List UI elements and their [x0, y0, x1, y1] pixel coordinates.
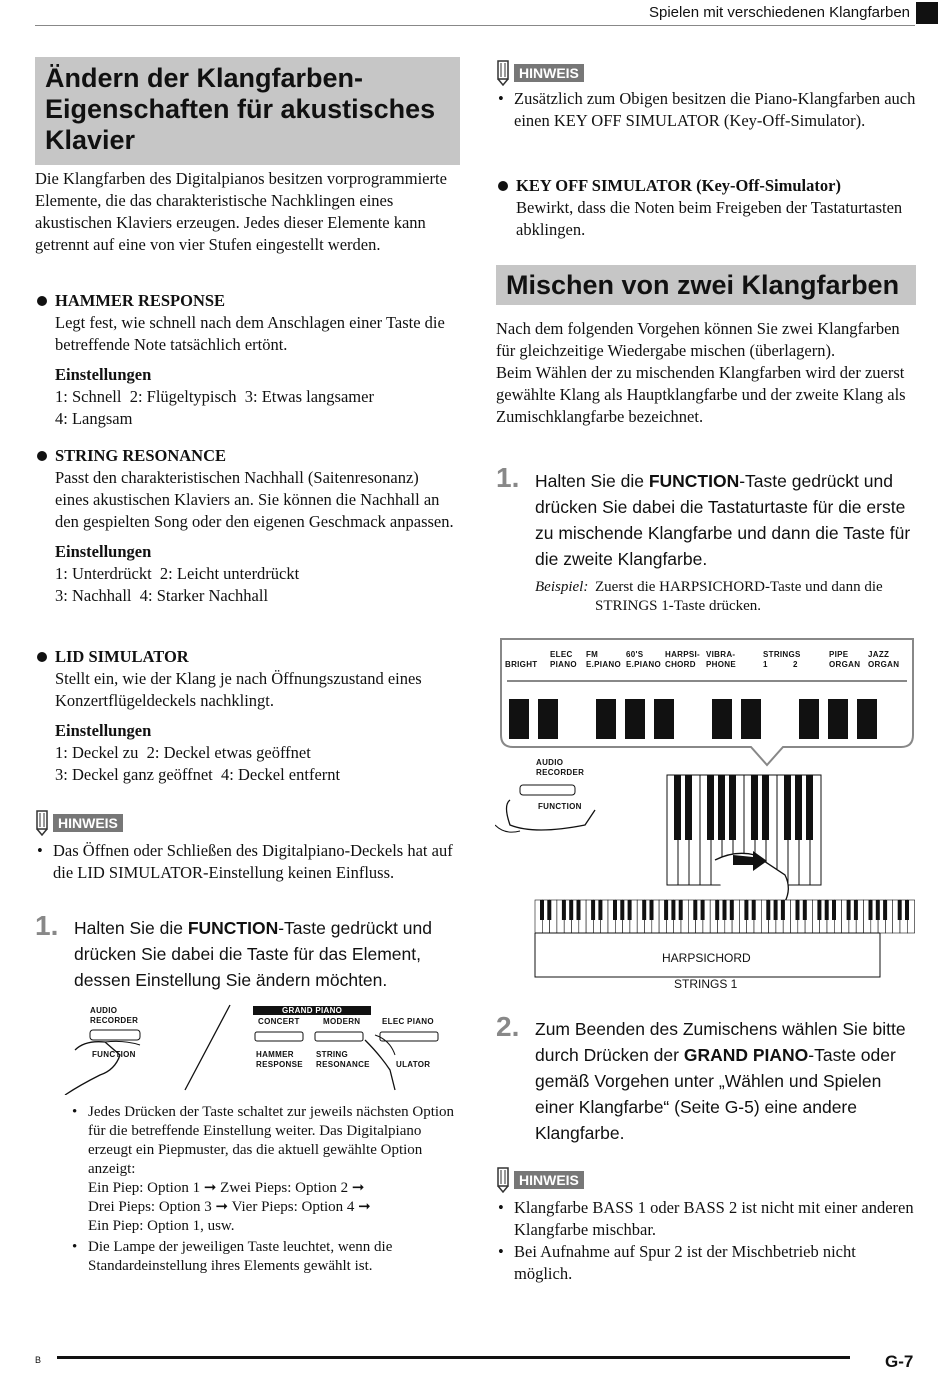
beep-line	[88, 1198, 465, 1217]
tone-label: BRIGHT	[505, 660, 538, 669]
arrow-right-icon: ➞	[215, 1199, 229, 1215]
hinweis-left	[35, 810, 455, 884]
black-key	[664, 900, 668, 920]
elec-piano-label: ELEC PIANO	[382, 1017, 434, 1026]
black-key	[628, 900, 632, 920]
black-key	[685, 775, 692, 840]
item-title: KEY OFF SIMULATOR (Key-Off-Simulator)	[496, 175, 916, 197]
black-key	[693, 900, 697, 920]
arrow-right-icon: ➞	[351, 1180, 365, 1196]
footer-mark: B	[35, 1355, 42, 1365]
black-key	[796, 900, 800, 920]
black-key	[730, 900, 734, 920]
black-key	[591, 900, 595, 920]
settings-line: 3: Nachhall 4: Starker Nachhall	[55, 586, 269, 605]
bullet-text: Jedes Drücken der Taste schaltet zur jeweils nächsten Option für die betreffende Einstellung weiter. Das Digitalpiano erzeugt ein Piepmuster, das die aktuell gewählte Option anzeigt:	[88, 1104, 455, 1177]
bullet-list	[70, 1103, 465, 1276]
step-text-part: -Taste gedrückt und drücken Sie dabei die Taste für das Element, dessen Einstellung Sie ändern möchten.	[74, 918, 432, 990]
right-intro	[496, 318, 921, 428]
item-desc: Legt fest, wie schnell nach dem Anschlagen einer Taste die betreffende Note tatsächlich ertönt.	[55, 313, 445, 354]
tone-label: 60'S E.PIANO	[626, 650, 661, 669]
black-key	[762, 775, 769, 840]
item-desc: Passt den charakteristischen Nachhall (Saitenresonanz) eines akustischen Klaviers an. Sie können die Nachhall an den gespielten Song oder den eigenen Geschmack anpassen.	[55, 468, 454, 531]
string-resonance-label: STRING RESONANCE	[316, 1050, 370, 1069]
example-label: Beispiel:	[535, 579, 589, 595]
black-key	[905, 900, 909, 920]
beep-text: Drei Pieps: Option 3	[88, 1199, 212, 1215]
item-desc: Bewirkt, dass die Noten beim Freigeben der Tastaturtasten abklingen.	[516, 198, 903, 239]
item-title: LID SIMULATOR	[35, 646, 455, 668]
black-key	[869, 900, 873, 920]
hinweis-item: • Zusätzlich zum Obigen besitzen die Piano-Klangfarben auch einen KEY OFF SIMULATOR (Key-Off-Simulator).	[514, 88, 916, 132]
settings-line: 1: Schnell 2: Flügeltypisch 3: Etwas langsamer	[55, 387, 374, 406]
hinweis-label: HINWEIS	[53, 814, 123, 832]
step-text	[535, 1016, 920, 1146]
bullet-item: • Die Lampe der jeweiligen Taste leuchtet, wenn die Standardeinstellung ihres Elements gewählt ist.	[88, 1238, 465, 1276]
step-text-part: Zum Beenden des Zumischens wählen Sie bitte durch Drücken der	[535, 1019, 906, 1065]
step-text-bold: GRAND PIANO	[683, 1045, 809, 1065]
step-text-part: Halten Sie die	[74, 918, 188, 938]
black-key	[625, 699, 645, 739]
intro-paragraph: Beim Wählen der zu mischenden Klangfarben wird der zuerst gewählte Klang als Hauptklangfarbe und der zweite Klang als Zumischklangfarbe bezeichnet.	[496, 363, 906, 426]
black-key	[806, 775, 813, 840]
header-tab-marker	[916, 2, 938, 24]
black-key	[620, 900, 624, 920]
step-number: 2.	[496, 1011, 520, 1042]
section-heading-acoustic	[35, 57, 460, 165]
step-text-part: -Taste oder gemäß Vorgehen unter „Wählen und Spielen einer Klangfarbe“ (Seite G-5) eine andere Klangfarbe.	[535, 1045, 896, 1143]
item-hammer-response	[35, 290, 455, 430]
lid-simulator-partial-label: ULATOR	[396, 1060, 431, 1069]
hinweis-item: • Das Öffnen oder Schließen des Digitalpiano-Deckels hat auf die LID SIMULATOR-Einstellung keinen Einfluss.	[53, 840, 455, 884]
function-label: FUNCTION	[92, 1050, 136, 1059]
item-title: STRING RESONANCE	[35, 445, 455, 467]
black-key	[729, 775, 736, 840]
modern-label: MODERN	[323, 1017, 361, 1026]
item-string-resonance	[35, 445, 455, 607]
black-key	[803, 900, 807, 920]
tone-label: VIBRA- PHONE	[706, 650, 736, 669]
hinweis-list	[496, 88, 916, 132]
item-key-off-simulator	[496, 175, 916, 241]
note-pencil-icon	[496, 60, 510, 86]
black-key	[562, 900, 566, 920]
black-key	[671, 900, 675, 920]
example-text: Zuerst die HARPSICHORD-Taste und dann die STRINGS 1-Taste drücken.	[595, 579, 883, 614]
black-key	[674, 775, 681, 840]
arrow-right-icon: ➞	[358, 1199, 371, 1215]
black-key	[854, 900, 858, 920]
keyboard-labels	[505, 650, 915, 672]
black-key	[723, 900, 727, 920]
footer-rule	[57, 1356, 850, 1359]
example	[535, 578, 920, 616]
function-label: FUNCTION	[538, 802, 582, 811]
strings1-label: STRINGS 1	[674, 977, 738, 991]
settings-line: 3: Deckel ganz geöffnet 4: Deckel entfernt	[55, 765, 341, 784]
tone-label: STRINGS 1 2	[763, 650, 801, 669]
section-heading-mixing	[496, 265, 916, 305]
black-key	[784, 775, 791, 840]
black-key	[577, 900, 581, 920]
black-key	[751, 775, 758, 840]
black-key	[741, 699, 761, 739]
black-key	[774, 900, 778, 920]
step-number: 1.	[496, 462, 520, 493]
black-key	[795, 775, 802, 840]
black-key	[642, 900, 646, 920]
heading-text: Ändern der Klangfarben-Eigenschaften für akustisches Klavier	[45, 63, 436, 155]
black-key	[898, 900, 902, 920]
beep-line	[88, 1179, 465, 1198]
beep-text: Zwei Pieps: Option 2	[220, 1180, 349, 1196]
settings-label: Einstellungen	[55, 365, 152, 384]
step-text-part: Halten Sie die	[535, 471, 649, 491]
settings-label: Einstellungen	[55, 542, 152, 561]
black-key	[876, 900, 880, 920]
black-key	[613, 900, 617, 920]
black-key	[712, 699, 732, 739]
page-number: G-7	[885, 1352, 914, 1371]
grand-piano-label: GRAND PIANO	[282, 1006, 343, 1015]
hinweis-right-top	[496, 60, 916, 132]
tone-label: PIPE ORGAN	[829, 650, 861, 669]
black-key	[718, 775, 725, 840]
settings-line: 1: Unterdrückt 2: Leicht unterdrückt	[55, 564, 300, 583]
black-key	[766, 900, 770, 920]
hinweis-item: • Klangfarbe BASS 1 oder BASS 2 ist nicht mit einer anderen Klangfarbe mischbar.	[514, 1197, 916, 1241]
hinweis-list	[35, 840, 455, 884]
tone-label: FM E.PIANO	[586, 650, 621, 669]
black-key	[679, 900, 683, 920]
black-key	[569, 900, 573, 920]
black-key	[538, 699, 558, 739]
arrow-right-icon: ➞	[203, 1180, 217, 1196]
tone-label: ELEC PIANO	[550, 650, 577, 669]
step-text	[74, 915, 459, 993]
black-key	[650, 900, 654, 920]
black-key	[707, 775, 714, 840]
left-intro: Die Klangfarben des Digitalpianos besitzen vorprogrammierte Elemente, die das charakteristische Nachklingen eines akustischen Klaviers erzeugen. Jedes dieser Elemente kann getrennt auf eine von vier Stufen eingestellt werden.	[35, 169, 447, 254]
black-key	[857, 699, 877, 739]
settings-line: 1: Deckel zu 2: Deckel etwas geöffnet	[55, 743, 311, 762]
note-pencil-icon	[35, 810, 49, 836]
keyboard-figure	[495, 635, 920, 995]
hinweis-label: HINWEIS	[514, 1171, 584, 1189]
black-key	[547, 900, 551, 920]
black-key	[781, 900, 785, 920]
tone-label: JAZZ ORGAN	[868, 650, 900, 669]
hinweis-list	[496, 1197, 916, 1285]
black-key	[817, 900, 821, 920]
item-lid-simulator	[35, 646, 455, 786]
intro-paragraph: Nach dem folgenden Vorgehen können Sie zwei Klangfarben für gleichzeitige Wiedergabe mischen (überlagern).	[496, 319, 900, 360]
beep-line: Ein Piep: Option 1, usw.	[88, 1218, 235, 1234]
black-key	[825, 900, 829, 920]
step-text-bold: FUNCTION	[648, 471, 740, 491]
black-key	[598, 900, 602, 920]
hinweis-label: HINWEIS	[514, 64, 584, 82]
left-bullets	[70, 1103, 465, 1276]
audio-recorder-label: AUDIO RECORDER	[536, 758, 585, 777]
step-text	[535, 468, 920, 572]
hinweis-item: • Bei Aufnahme auf Spur 2 ist der Mischbetrieb nicht möglich.	[514, 1241, 916, 1285]
beep-text: Ein Piep: Option 1	[88, 1180, 201, 1196]
full-keyboard	[535, 900, 915, 933]
black-key	[799, 699, 819, 739]
hinweis-right-bottom	[496, 1167, 916, 1285]
running-header: Spielen mit verschiedenen Klangfarben	[649, 4, 910, 21]
black-key	[847, 900, 851, 920]
heading-text: Mischen von zwei Klangfarben	[506, 270, 900, 300]
black-key	[883, 900, 887, 920]
concert-label: CONCERT	[258, 1017, 300, 1026]
step-text-part: -Taste gedrückt und drücken Sie dabei die Tastaturtaste für die erste zu mischende Klangfarbe und dann die Taste für die zweite Klangfarbe.	[535, 471, 911, 569]
black-key	[715, 900, 719, 920]
settings-line: 4: Langsam	[55, 409, 133, 428]
black-key	[509, 699, 529, 739]
black-key	[540, 900, 544, 920]
black-key	[596, 699, 616, 739]
step-text-bold: FUNCTION	[187, 918, 279, 938]
bullet-item	[88, 1103, 465, 1236]
tone-label: HARPSI- CHORD	[665, 650, 700, 669]
black-key	[744, 900, 748, 920]
audio-recorder-label: AUDIO RECORDER	[90, 1006, 139, 1025]
harpsichord-label: HARPSICHORD	[662, 951, 751, 965]
note-pencil-icon	[496, 1167, 510, 1193]
black-key	[701, 900, 705, 920]
black-key	[752, 900, 756, 920]
settings-label: Einstellungen	[55, 721, 152, 740]
item-title: HAMMER RESPONSE	[35, 290, 455, 312]
black-key	[654, 699, 674, 739]
beep-text: Vier Pieps: Option 4	[231, 1199, 355, 1215]
item-desc: Stellt ein, wie der Klang je nach Öffnungszustand eines Konzertflügeldeckels nachklingt.	[55, 669, 422, 710]
black-key	[828, 699, 848, 739]
hammer-response-label: HAMMER RESPONSE	[256, 1050, 303, 1069]
step-number: 1.	[35, 910, 59, 941]
black-key	[832, 900, 836, 920]
